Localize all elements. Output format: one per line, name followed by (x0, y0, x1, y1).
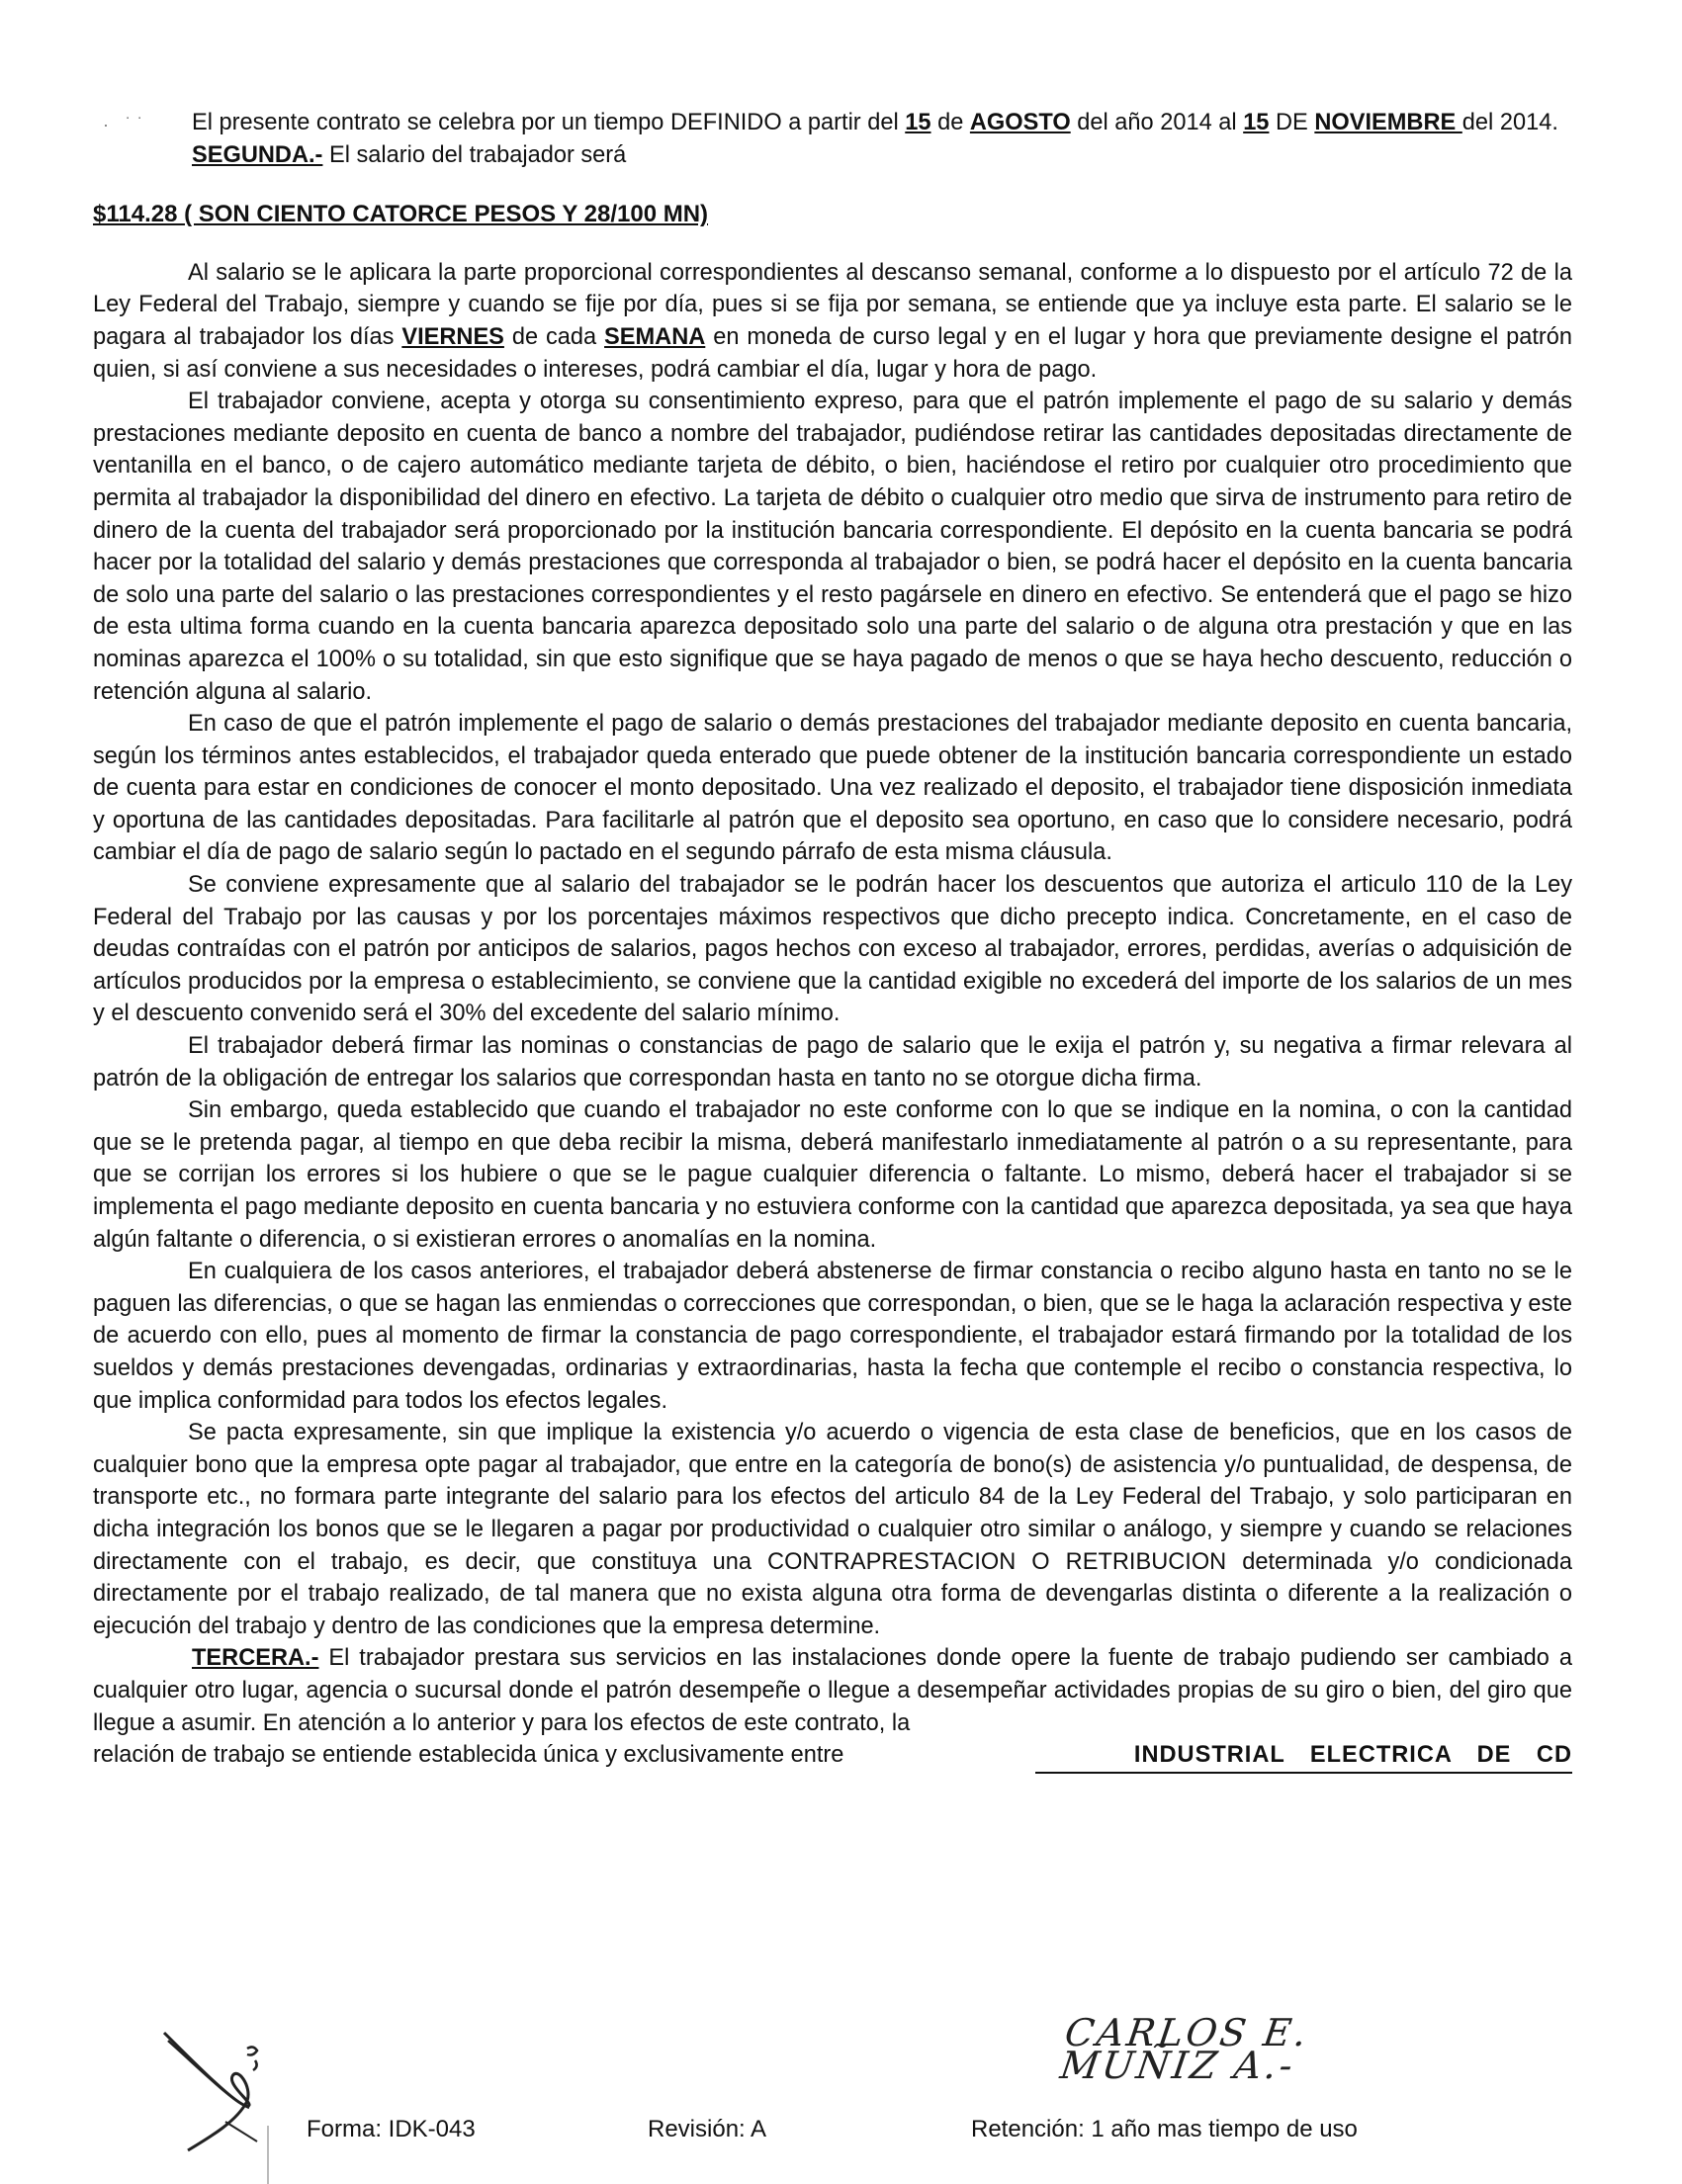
paragraph-1: Al salario se le aplicara la parte proporcional correspondientes al descanso semanal, conforme a lo dispuesto por el artículo 72 de la Ley Federal del Trabajo, siempre y cuando se fije por día, pues si se fija por semana, se entiende que ya incluye esta parte. El salario se le pagara al trabajador los días VIERNES de cada SEMANA en moneda de curso legal y en el lugar y hora que previamente designe el patrón quien, si así conviene a sus necesidades o intereses, podrá cambiar el día, lugar y hora de pago. (93, 259, 1572, 383)
clause-segunda: SEGUNDA.- El salario del trabajador será (192, 141, 627, 168)
revision: Revisión: A (648, 2116, 767, 2142)
paragraph-3: En caso de que el patrón implemente el pago de salario o demás prestaciones del trabajador mediante deposito en cuenta bancaria, según los términos antes establecidos, el trabajador queda enterado que puede obtener de la institución bancaria correspondiente un estado de cuenta para estar en condiciones de conocer el monto depositado. Una vez realizado el deposito, el trabajador tiene disposición inmediata y oportuna de las cantidades depositadas. Para facilitarle al patrón que el deposito sea oportuno, en caso que lo considere necesario, podrá cambiar el día de pago de salario según lo pactado en el segundo párrafo de esta misma cláusula. (93, 711, 1572, 866)
retention: Retención: 1 año mas tiempo de uso (971, 2116, 1358, 2142)
start-month: AGOSTO (969, 110, 1071, 135)
margin-line (267, 2126, 269, 2184)
clause-tercera: TERCERA.- El trabajador prestara sus servicios en las instalaciones donde opere la fuente de trabajo pudiendo ser cambiado a cualquier otro lugar, agencia o sucursal donde el patrón desempeñe o llegue a desempeñar actividades propias de su giro o bien, del giro que llegue a asumir. En atención a lo anterior y para los efectos de este contrato, la (93, 1645, 1572, 1736)
paragraph-2: El trabajador conviene, acepta y otorga su consentimiento expreso, para que el patrón implemente el pago de su salario y demás prestaciones mediante deposito en cuenta de banco a nombre del trabajador, pudiéndose retirar las cantidades depositadas directamente de ventanilla en el banco, o de cajero automático mediante tarjeta de débito, o bien, haciéndose el retiro por cualquier otro procedimiento que permita al trabajador la disponibilidad del dinero en efectivo. La tarjeta de débito o cualquier otro medio que sirva de instrumento para retiro de dinero de la cuenta del trabajador será proporcionado por la institución bancaria correspondiente. El depósito en la cuenta bancaria se podrá hacer por la totalidad del salario y demás prestaciones que corresponda al trabajador o bien, se podrá hacer el depósito en la cuenta bancaria de solo una parte del salario o las prestaciones correspondientes y el resto pagársele en dinero en efectivo. Se entenderá que el pago se hizo de esta ultima forma cuando en la cuenta bancaria aparezca depositado solo una parte del salario o de alguna otra prestación y que en las nominas aparezca el 100% o su totalidad, sin que esto signifique que se haya pagado de menos o que se haya hecho descuento, reducción o retención alguna al salario. (93, 389, 1572, 705)
footer (0, 2114, 1682, 2153)
paragraph-5: El trabajador deberá firmar las nominas o constancias de pago de salario que le exija el patrón y, su negativa a firmar relevara al patrón de la obligación de entregar los salarios que correspondan hasta en tanto no se otorgue dicha firma. (93, 1033, 1572, 1092)
form-code: Forma: IDK-043 (307, 2116, 476, 2142)
employer-line (93, 1739, 1572, 1774)
start-day: 15 (905, 110, 931, 135)
segunda-heading: SEGUNDA.- (192, 141, 323, 168)
company-name: INDUSTRIAL ELECTRICA DE CD (1035, 1739, 1572, 1774)
pay-period: SEMANA (604, 323, 706, 350)
intro-paragraph: El presente contrato se celebra por un tiempo DEFINIDO a partir del 15 de AGOSTO del año 2014 al 15 DE NOVIEMBRE del 2014. (192, 110, 1558, 135)
tercera-heading: TERCERA.- (192, 1645, 319, 1672)
paragraph-7: En cualquiera de los casos anteriores, el trabajador deberá abstenerse de firmar constancia o recibo alguno hasta en tanto no se le paguen las diferencias, o que se hagan las enmiendas o correcciones que correspondan, o bien, que se le haga la aclaración respectiva y este de acuerdo con ello, pues al momento de firmar la constancia de pago correspondiente, el trabajador estará firmando por la totalidad de los sueldos y demás prestaciones devengadas, ordinarias y extraordinarias, hasta la fecha que contemple el recibo o constancia respectiva, lo que implica conformidad para todos los efectos legales. (93, 1259, 1572, 1414)
handwritten-signature (1057, 2007, 1459, 2087)
paragraph-4: Se conviene expresamente que al salario del trabajador se le podrán hacer los descuentos que autoriza el articulo 110 de la Ley Federal del Trabajo por las causas y por los porcentajes máximos respectivos que dicho precepto indica. Concretamente, en el caso de deudas contraídas con el patrón por anticipos de salarios, pagos hechos con exceso al trabajador, errores, perdidas, averías o adquisición de artículos producidos por la empresa o establecimiento, se conviene que la cantidad exigible no excederá del importe de los salarios de un mes y el descuento convenido será el 30% del excedente del salario mínimo. (93, 872, 1572, 1027)
salary-amount: $114.28 ( SON CIENTO CATORCE PESOS Y 28/100 MN) (93, 201, 709, 228)
employer-line-text: relación de trabajo se entiende establecida única y exclusivamente entre (93, 1742, 844, 1769)
end-day: 15 (1243, 110, 1270, 135)
contract-body (93, 107, 1572, 1774)
end-month: NOVIEMBRE (1314, 110, 1462, 135)
paragraph-6: Sin embargo, queda establecido que cuando el trabajador no este conforme con lo que se indique en la nomina, o con la cantidad que se le pretenda pagar, al tiempo en que deba recibir la misma, deberá manifestarlo inmediatamente al patrón o a su representante, para que se corrijan los errores si los hubiere o que se le pague cualquier diferencia o faltante. Lo mismo, deberá hacer el trabajador si se implementa el pago mediante deposito en cuenta bancaria y no estuviera conforme con la cantidad que aparezca depositada, ya sea que haya algún faltante o diferencia, o si existieran errores o anomalías en la nomina. (93, 1097, 1572, 1253)
handwritten-name: CARLOS E. MUÑIZ A.- (1057, 2011, 1312, 2087)
scan-artifact: · ˙˙ (103, 115, 149, 134)
paragraph-8: Se pacta expresamente, sin que implique la existencia y/o acuerdo o vigencia de esta clase de beneficios, que en los casos de cualquier bono que la empresa opte pagar al trabajador, que entre en la categoría de bono(s) de asistencia y/o puntualidad, de despensa, de transporte etc., no formara parte integrante del salario para los efectos del articulo 84 de la Ley Federal del Trabajo, y solo participaran en dicha integración los bonos que se le llegaren a pagar por productividad o cualquier otro similar o análogo, y siempre y cuando se relaciones directamente con el trabajo, es decir, que constituya una CONTRAPRESTACION O RETRIBUCION determinada y/o condicionada directamente por el trabajo realizado, de tal manera que no exista alguna otra forma de devengarlas distinta o diferente a la realización o ejecución del trabajo y dentro de las condiciones que la empresa determine. (93, 1420, 1572, 1639)
pay-day: VIERNES (401, 323, 504, 350)
